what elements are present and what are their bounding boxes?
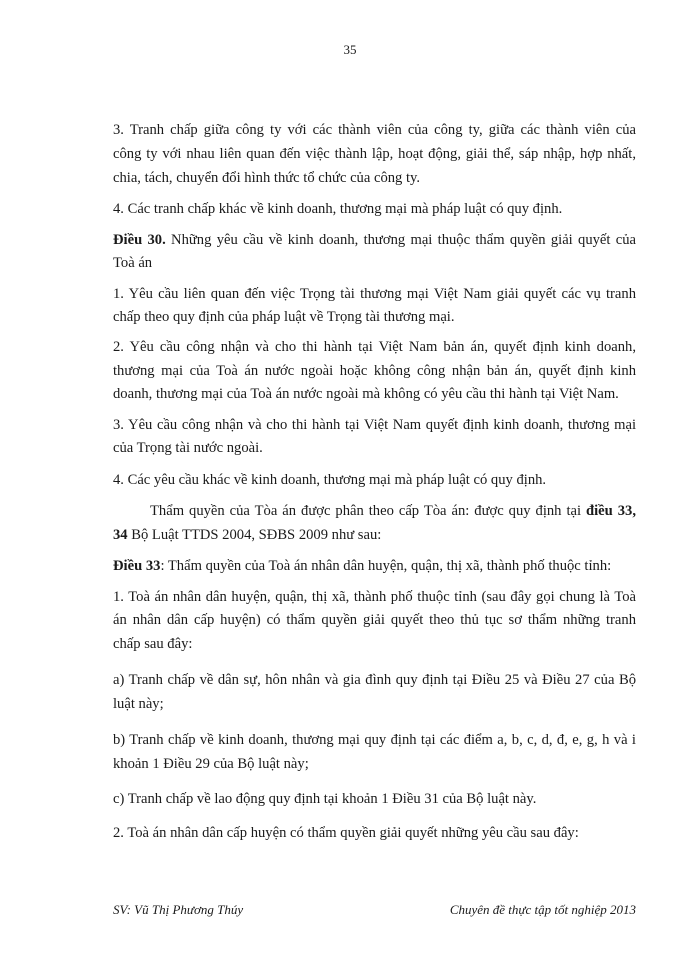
text-line [113,439,636,457]
page-number: 35 [343,42,357,57]
text-line [113,145,636,163]
text-segment: 3. Tranh chấp giữa công ty với các thành viên của công ty, giữa các thành viên của [113,122,636,138]
text-line [150,502,636,520]
text-segment: chia, tách, chuyển đổi hình thức tổ chức của công ty. [113,170,421,186]
text-segment: 2. Toà án nhân dân cấp huyện có thẩm quyền giải quyết những yêu cầu sau đây: [113,825,579,841]
text-line [113,169,636,187]
text-line [113,611,636,629]
text-segment: 4. Các tranh chấp khác về kinh doanh, thương mại mà pháp luật có quy định. [113,201,563,217]
text-line [113,471,636,489]
text-line [113,121,636,139]
text-line [113,285,636,303]
text-segment: 2. Yêu cầu công nhận và cho thi hành tại Việt Nam bản án, quyết định kinh doanh, [113,339,636,355]
text-segment: của Trọng tài nước ngoài. [113,440,263,456]
bold-text: Điều 30. [113,232,166,248]
text-line [113,635,636,653]
text-segment: Toà án [113,255,153,271]
text-line [113,588,636,606]
text-segment: a) Tranh chấp về dân sự, hôn nhân và gia đình quy định tại Điều 25 và Điều 27 của Bộ [113,672,636,688]
text-segment: Bộ Luật TTDS 2004, SĐBS 2009 như sau: [127,527,382,543]
text-line [113,790,636,808]
text-segment: công ty với nhau liên quan đến việc thành lập, hoạt động, giải thể, sáp nhập, hợp nhất, [113,146,636,162]
text-line [113,231,636,249]
text-line [113,671,636,689]
text-segment: 4. Các yêu cầu khác về kinh doanh, thương mại mà pháp luật có quy định. [113,472,547,488]
text-segment: chấp theo quy định của pháp luật về Trọng tài thương mại. [113,309,455,325]
text-segment: b) Tranh chấp về kinh doanh, thương mại quy định tại các điểm a, b, c, d, đ, e, g, h và i [113,732,636,748]
text-segment: luật này; [113,696,164,712]
text-line [113,755,636,773]
text-segment: 1. Toà án nhân dân huyện, quận, thị xã, thành phố thuộc tỉnh (sau đây gọi chung là Toà [113,589,636,605]
text-segment: án nhân dân cấp huyện) có thẩm quyền giải quyết theo thủ tục sơ thẩm những tranh [113,612,636,628]
text-segment: doanh, thương mại của Toà án nước ngoài mà không có yêu cầu thi hành tại Việt Nam. [113,386,619,402]
text-segment: khoản 1 Điều 29 của Bộ luật này; [113,756,309,772]
footer-author: SV: Vũ Thị Phương Thúy [113,902,244,917]
text-line [113,308,636,326]
text-segment: chấp sau đây: [113,636,193,652]
text-line [113,416,636,434]
text-segment: 3. Yêu cầu công nhận và cho thi hành tại Việt Nam quyết định kinh doanh, thương mại [113,417,636,433]
text-line [113,254,636,272]
text-line [113,695,636,713]
text-line [113,200,636,218]
text-segment: Thẩm quyền của Tòa án được phân theo cấp Tòa án: được quy định tại [150,503,587,519]
bold-text: điều 33, [586,503,636,519]
text-line [113,385,636,403]
text-line [113,338,636,356]
text-line [113,526,636,544]
text-line [113,731,636,749]
bold-text: 34 [113,527,128,543]
text-segment: thương mại của Toà án nước ngoài hoặc không công nhận bản án, quyết định kinh [113,363,636,379]
text-segment: c) Tranh chấp về lao động quy định tại khoản 1 Điều 31 của Bộ luật này. [113,791,537,807]
text-line [113,824,636,842]
footer-title: Chuyên đề thực tập tốt nghiệp 2013 [449,902,636,917]
text-line [113,557,636,575]
text-segment: Những yêu cầu về kinh doanh, thương mại thuộc thẩm quyền giải quyết của [165,232,636,248]
text-line [113,362,636,380]
text-segment: : Thẩm quyền của Toà án nhân dân huyện, quận, thị xã, thành phố thuộc tỉnh: [160,558,612,574]
bold-text: Điều 33 [113,558,161,574]
text-segment: 1. Yêu cầu liên quan đến việc Trọng tài thương mại Việt Nam giải quyết các vụ tranh [113,286,636,302]
